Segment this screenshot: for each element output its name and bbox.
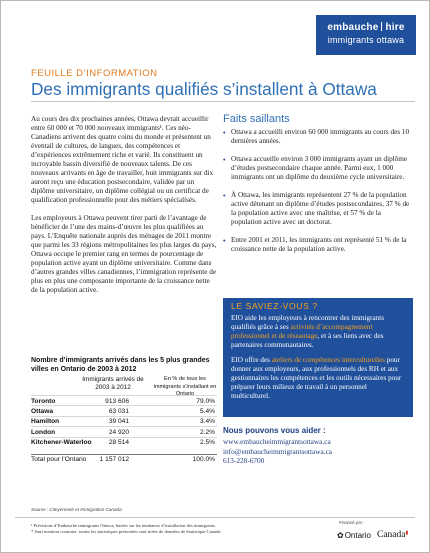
bullet-icon: • [223, 128, 226, 137]
footnote-1: ¹ Prévisions d’Embauche immigrants Ottawa, basées sur les tendances d’installation des immigrants. [31, 523, 216, 528]
intercultural-workshops-link[interactable]: ateliers de compétences interculturelles [271, 356, 385, 364]
column-header-count: Immigrants arrivés de 2003 à 2012 [82, 376, 144, 391]
bullet-icon: • [223, 236, 226, 245]
count-cell: 28 514 [108, 439, 129, 447]
contact-heading: Nous pouvons vous aider : [223, 426, 326, 435]
city-cell: Kitchener-Waterloo [31, 439, 92, 447]
fact-text: Entre 2001 et 2011, les immigrants ont représenté 51 % de la croissance nette de la population active. [231, 236, 407, 253]
facts-list [223, 128, 413, 263]
facts-heading: Faits saillants [223, 113, 290, 125]
table-total-row [31, 454, 217, 464]
table-row [31, 437, 217, 447]
did-you-know-box [223, 298, 413, 417]
canada-wordmark: Canada▮ [377, 530, 409, 540]
website-link[interactable]: www.embaucheimmigrantsottawa.ca [223, 437, 331, 447]
list-item [223, 128, 413, 146]
table-row [31, 416, 217, 426]
intro-paragraph-2: Les employeurs à Ottawa peuvent tirer parti de l’avantage de bénéficier de l’une des mains-d’œuvre les plus qualifiées au pays. L’Enquête nationale auprès des ménages de 2011 montre que parmi les 33 régions métropolitaines les plus larges du pays, Ottawa occupe le premier rang en termes de pourcentage de population active ayant un diplôme universitaire. Comme dans d’autres grandes villes canadiennes, l’immigration représente de plus en plus une composante importante de la croissance nette de la population active. [31, 214, 217, 294]
ontario-logo: ✿Ontario [337, 531, 371, 540]
footer-divider [15, 517, 415, 518]
brand-logo [316, 15, 416, 55]
table-title: Nombre d’immigrants arrivés dans les 5 plus grandes villes en Ontario de 2003 à 2012 [31, 357, 210, 373]
fact-text: Ottawa a accueilli environ 60 000 immigrants au cours des 10 dernières années. [231, 128, 410, 145]
total-percent: 100.0% [192, 456, 215, 464]
count-cell: 39 041 [108, 418, 129, 426]
bullet-icon: • [223, 191, 226, 200]
mentoring-networking-link[interactable]: activités d’accompagnement professionnel et de réseautage [231, 323, 373, 340]
table-row [31, 426, 217, 436]
percent-cell: 2.5% [199, 439, 215, 447]
fact-text: À Ottawa, les immigrants représentent 27 % de la population active détenant un diplôme d’études postsecondaires, 37 % de la population active avec une maîtrise, et 57 % de la population active avec un doctorat. [231, 191, 410, 226]
contact-block [223, 426, 413, 465]
immigration-table [31, 376, 217, 464]
list-item [223, 191, 413, 227]
brand-subtitle: immigrants ottawa [327, 35, 405, 45]
list-item [223, 236, 413, 254]
city-cell: Hamilton [31, 418, 60, 426]
total-label: Total pour l’Ontario [31, 456, 87, 464]
funded-by-label: Financé par : [339, 520, 365, 525]
city-cell: London [31, 428, 56, 436]
page-title: Des immigrants qualifiés s’installent à Ottawa [31, 79, 377, 99]
count-cell: 913 606 [105, 397, 129, 405]
flag-icon: ▮ [405, 531, 409, 536]
intro-text [31, 115, 217, 304]
did-you-know-paragraph-1: EIO aide les employeurs à rencontrer des immigrants qualifiés grâce à ses activités d’accompagnement professionnel et de réseautage, et à ses liens avec des partenaires communautaires. [231, 314, 385, 349]
bullet-icon: • [223, 155, 226, 164]
did-you-know-title: LE SAVIEZ-VOUS ? [231, 301, 318, 311]
city-cell: Ottawa [31, 407, 53, 415]
sponsor-logos [329, 529, 419, 545]
brand-word-embauche: embauche [327, 22, 379, 33]
count-cell: 63 031 [108, 407, 129, 415]
percent-cell: 79.0% [196, 397, 215, 405]
city-cell: Toronto [31, 397, 56, 405]
brand-word-hire: hire [385, 22, 405, 33]
count-cell: 24 920 [108, 428, 129, 436]
did-you-know-paragraph-2: EIO offre des ateliers de compétences interculturelles pour donner aux employeurs, aux professionnels des RH et aux gestionnaires les compétences et les outils nécessaires pour préparer leurs milieux de travail à un personnel multiculturel. [231, 356, 402, 400]
column-header-percent: En % de tous les immigrants s’installant en Ontario [153, 376, 217, 397]
phone-number: 613-228-6700 [223, 455, 265, 465]
total-count: 1 157 012 [99, 456, 129, 464]
table-row [31, 405, 217, 415]
list-item [223, 155, 413, 182]
intro-paragraph-1: Au cours des dix prochaines années, Ottawa devrait accueillir entre 60 000 et 70 000 nouveaux immigrants¹. Ces néo-Canadiens arrivent des quatre coins du monde et présentent un éventail de cultures, de langues, des compétences et d’expériences extrêmement riche et varié. Ils constituent un incroyable bassin diversifié de nouveaux talents. De ces nouveaux arrivants en âge de travailler, huit immigrants sur dix auront reçu une éducation postsecondaire, validée par un diplôme universitaire, un diplôme collégial ou un certificat de qualification professionnelle pour des métiers spécialisés. [31, 115, 214, 204]
title-divider [31, 101, 415, 102]
brand-separator [381, 22, 382, 31]
footnotes [31, 523, 306, 535]
percent-cell: 3.4% [199, 418, 215, 426]
table-header [31, 376, 217, 395]
percent-cell: 5.4% [199, 407, 215, 415]
table-row [31, 395, 217, 405]
footnote-2: * Sauf mention contraire, toutes les statistiques présentées sont tirées de données de Statistique Canada. [31, 528, 222, 534]
fact-text: Ottawa accueille environ 3 000 immigrants ayant un diplôme d’études postsecondaire chaque année. Parmi eux, 1 000 immigrants ont un diplôme du deuxième cycle universitaire. [231, 155, 408, 181]
percent-cell: 2.2% [199, 428, 215, 436]
trillium-icon: ✿ [337, 531, 344, 540]
email-link[interactable]: info@embaucheimmigrantsottawa.ca [223, 446, 333, 456]
document-kicker: FEUILLE D’INFORMATION [31, 68, 158, 79]
table-source: Source : Citoyenneté et Immigration Canada [31, 507, 122, 512]
